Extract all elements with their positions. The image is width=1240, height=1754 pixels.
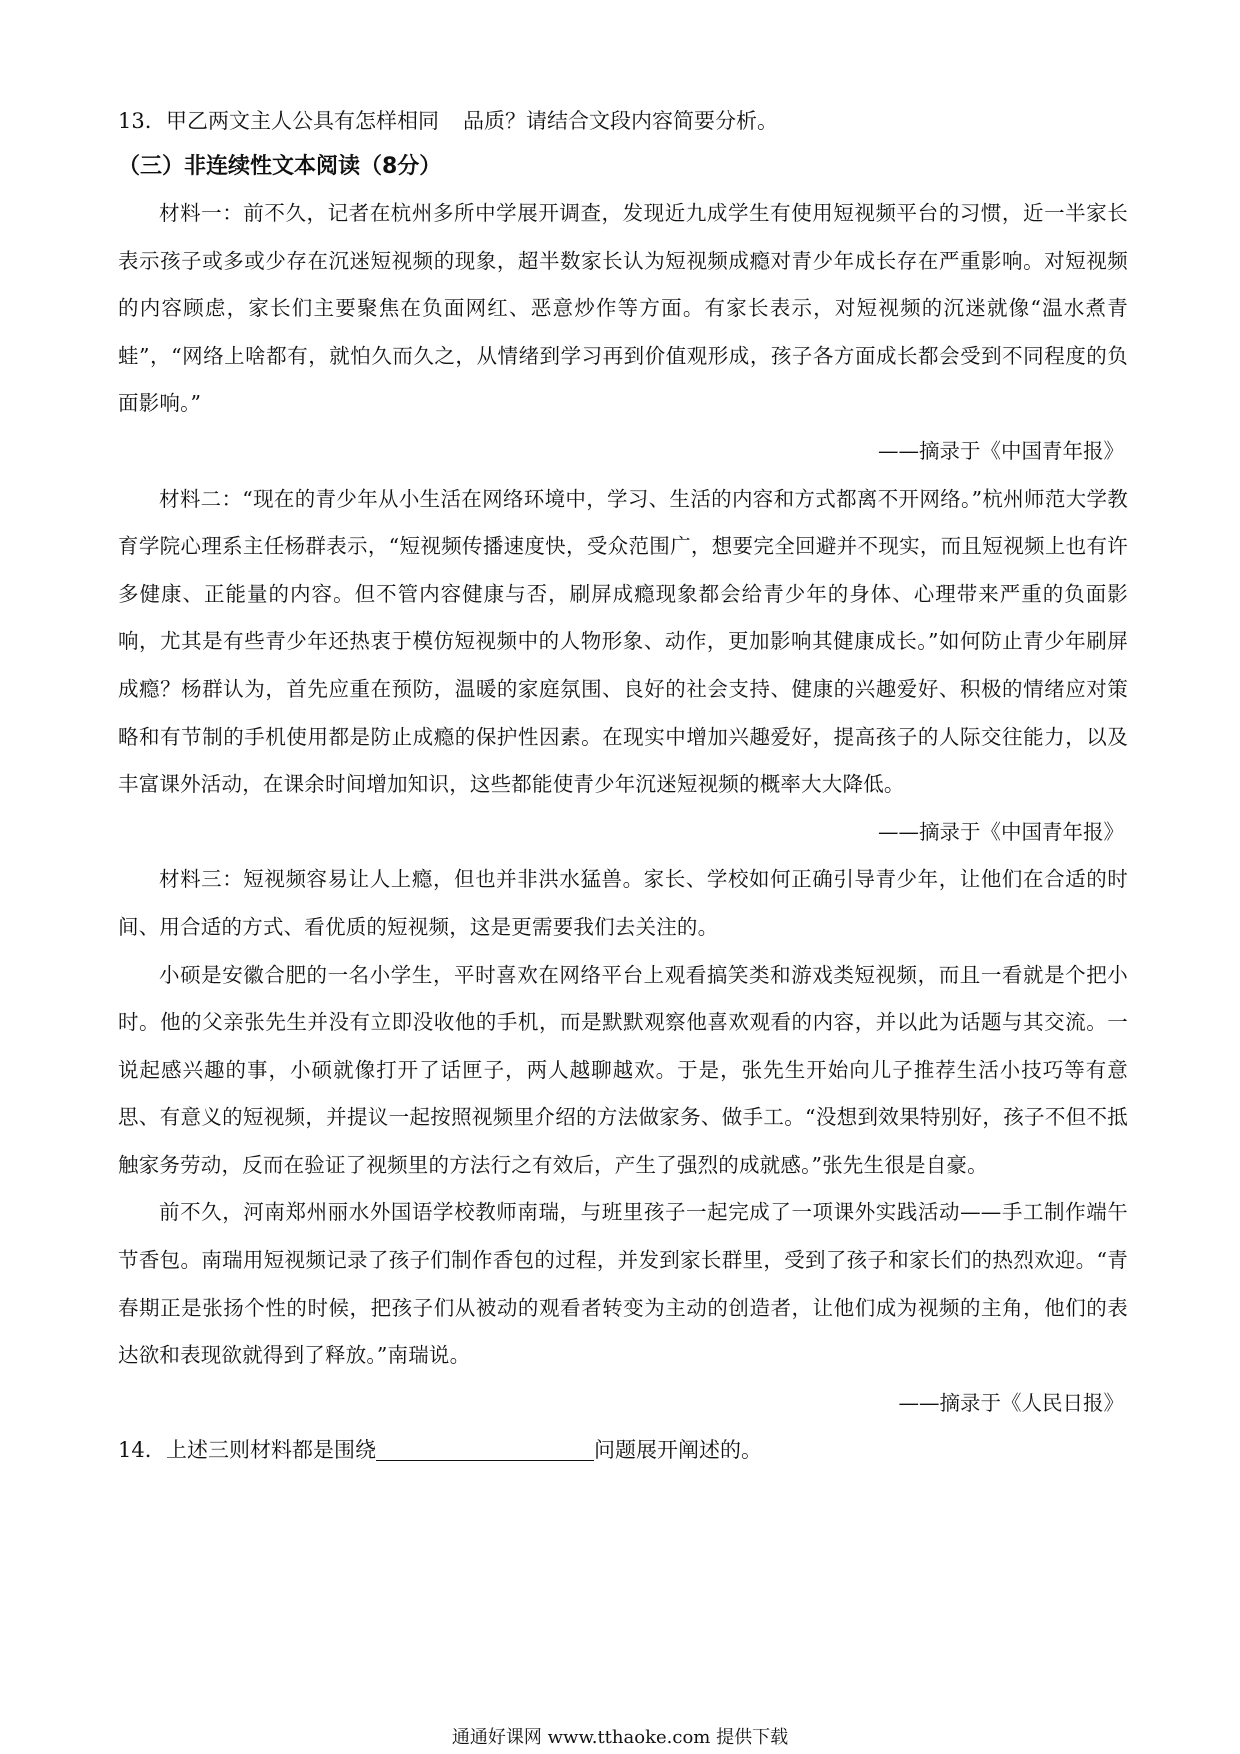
question-13 [118, 98, 1128, 144]
material-3-paragraph-1: 材料三：短视频容易让人上瘾，但也并非洪水猛兽。家长、学校如何正确引导青少年，让他们在合适的时间、用合适的方式、看优质的短视频，这是更需要我们去关注的。 [118, 867, 1128, 939]
material-3-paragraph-3: 前不久，河南郑州丽水外国语学校教师南瑞，与班里孩子一起完成了一项课外实践活动——手工制作端午节香包。南瑞用短视频记录了孩子们制作香包的过程，并发到家长群里，受到了孩子和家长们的热烈欢迎。“青春期正是张扬个性的时候，把孩子们从被动的观看者转变为主动的创造者，让他们成为视频的主角，他们的表达欲和表现欲就得到了释放。”南瑞说。 [118, 1200, 1128, 1368]
section-title: （三）非连续性文本阅读（8分） [118, 154, 442, 179]
material-1-source: ——摘录于《中国青年报》 [878, 438, 1124, 463]
material-3-paragraph-2: 小硕是安徽合肥的一名小学生，平时喜欢在网络平台上观看搞笑类和游戏类短视频，而且一看就是个把小时。他的父亲张先生并没有立即没收他的手机，而是默默观察他喜欢观看的内容，并以此为话题与其交流。一说起感兴趣的事，小硕就像打开了话匣子，两人越聊越欢。于是，张先生开始向儿子推荐生活小技巧等有意思、有意义的短视频，并提议一起按照视频里介绍的方法做家务、做手工。“没想到效果特别好，孩子不但不抵触家务劳动，反而在验证了视频里的方法行之有效后，产生了强烈的成就感。”张先生很是自豪。 [118, 962, 1128, 1177]
question-13-number: 13. [118, 109, 152, 133]
question-14 [118, 1427, 1128, 1473]
question-14-text-b: 问题展开阐述的。 [594, 1438, 762, 1463]
footer-watermark: 通通好课网 www.tthaoke.com 提供下载 [451, 1727, 789, 1748]
material-2-source: ——摘录于《中国青年报》 [878, 819, 1124, 844]
material-3-source: ——摘录于《人民日报》 [898, 1390, 1124, 1415]
answer-blank[interactable] [376, 1434, 594, 1461]
material-1-paragraph: 材料一：前不久，记者在杭州多所中学展开调查，发现近九成学生有使用短视频平台的习惯，近一半家长表示孩子或多或少存在沉迷短视频的现象，超半数家长认为短视频成瘾对青少年成长存在严重影响。对短视频的内容顾虑，家长们主要聚焦在负面网红、恶意炒作等方面。有家长表示，对短视频的沉迷就像“温水煮青蛙”，“网络上啥都有，就怕久而久之，从情绪到学习再到价值观形成，孩子各方面成长都会受到不同程度的负面影响。” [118, 201, 1128, 416]
question-14-text-a: 上述三则材料都是围绕 [166, 1438, 376, 1463]
material-2-paragraph: 材料二：“现在的青少年从小生活在网络环境中，学习、生活的内容和方式都离不开网络。”杭州师范大学教育学院心理系主任杨群表示，“短视频传播速度快，受众范围广，想要完全回避并不现实，而且短视频上也有许多健康、正能量的内容。但不管内容健康与否，刷屏成瘾现象都会给青少年的身体、心理带来严重的负面影响，尤其是有些青少年还热衷于模仿短视频中的人物形象、动作，更加影响其健康成长。”如何防止青少年刷屏成瘾？杨群认为，首先应重在预防，温暖的家庭氛围、良好的社会支持、健康的兴趣爱好、积极的情绪应对策略和有节制的手机使用都是防止成瘾的保护性因素。在现实中增加兴趣爱好，提高孩子的人际交往能力，以及丰富课外活动，在课余时间增加知识，这些都能使青少年沉迷短视频的概率大大降低。 [118, 486, 1128, 797]
question-13-text-a: 甲乙两文主人公具有怎样相同 [166, 109, 439, 133]
question-14-number: 14. [118, 1438, 152, 1463]
question-13-text-b: 品质？请结合文段内容简要分析。 [463, 109, 778, 133]
page-content [118, 98, 1128, 1473]
